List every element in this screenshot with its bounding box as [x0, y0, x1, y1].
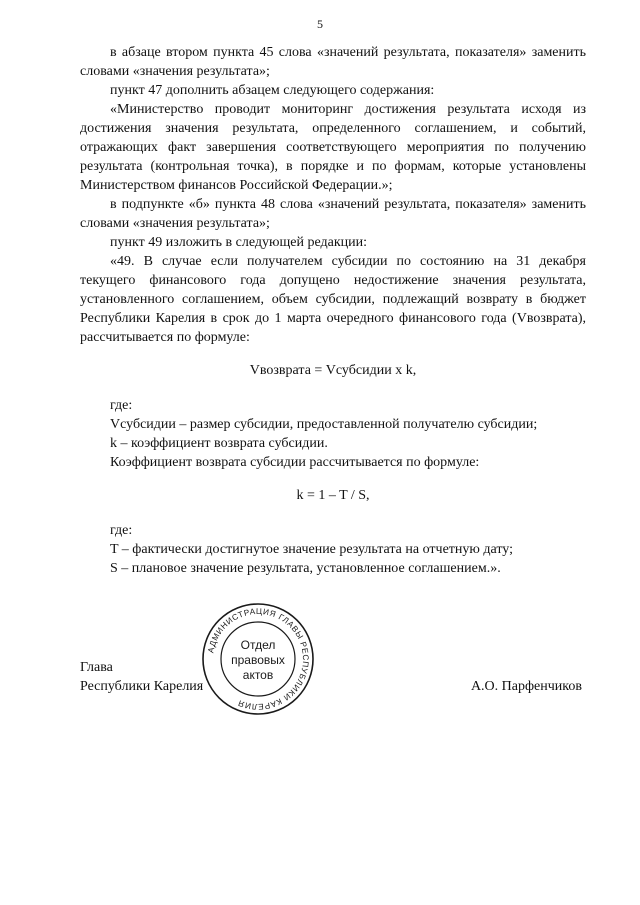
signatory-title-line1: Глава [80, 660, 113, 675]
paragraph-2: пункт 47 дополнить абзацем следующего содержания: [110, 83, 435, 98]
document-body [80, 43, 586, 578]
signatory-name: А.О. Парфенчиков [470, 679, 582, 694]
formula-coefficient: k = 1 – T / S, [296, 488, 370, 503]
where-label-1: где: [110, 398, 133, 413]
stamp-ring-text: АДМИНИСТРАЦИЯ ГЛАВЫ РЕСПУБЛИКИ КАРЕЛИЯ [206, 606, 311, 712]
paragraph-4: в подпункте «б» пункта 48 слова «значений результата, показателя» заменить словами «значения результата»; [80, 197, 586, 231]
definition-k: k – коэффициент возврата субсидии. [110, 436, 328, 451]
definition-s: S – плановое значение результата, установленное соглашением.». [110, 561, 501, 576]
signatory-title-line2: Республики Карелия [80, 679, 204, 694]
page-number: 5 [317, 17, 323, 31]
stamp-line-1: Отдел [240, 638, 276, 652]
stamp-line-3: актов [242, 668, 274, 682]
paragraph-5: пункт 49 изложить в следующей редакции: [110, 235, 367, 250]
definition-v-subsidy: Vсубсидии – размер субсидии, предоставленной получателю субсидии; [110, 417, 538, 432]
definition-t: T – фактически достигнутое значение результата на отчетную дату; [110, 542, 513, 557]
formula-refund: Vвозврата = Vсубсидии x k, [249, 363, 417, 378]
paragraph-6: «49. В случае если получателем субсидии по состоянию на 31 декабря текущего финансового года допущено недостижение значения результата, установленного соглашением, объем субсидии, подлежащий возврату в бюджет Республики Карелия в срок до 1 марта очередного финансового года (Vвозврата), рассчитывается по формуле: [80, 254, 586, 345]
coefficient-intro: Коэффициент возврата субсидии рассчитывается по формуле: [110, 455, 480, 470]
paragraph-1: в абзаце втором пункта 45 слова «значений результата, показателя» заменить словами «значения результата»; [80, 45, 586, 79]
stamp-line-2: правовых [231, 653, 285, 667]
where-label-2: где: [110, 523, 133, 538]
paragraph-3: «Министерство проводит мониторинг достижения результата исходя из достижения значения результата, определенного соглашением, и событий, отражающих факт завершения соответствующего мероприятия по получению результата (контрольная точка), в порядке и по формам, которые установлены Министерством финансов Российской Федерации.»; [80, 102, 586, 193]
official-stamp [201, 602, 315, 716]
signatory-title [80, 658, 203, 696]
